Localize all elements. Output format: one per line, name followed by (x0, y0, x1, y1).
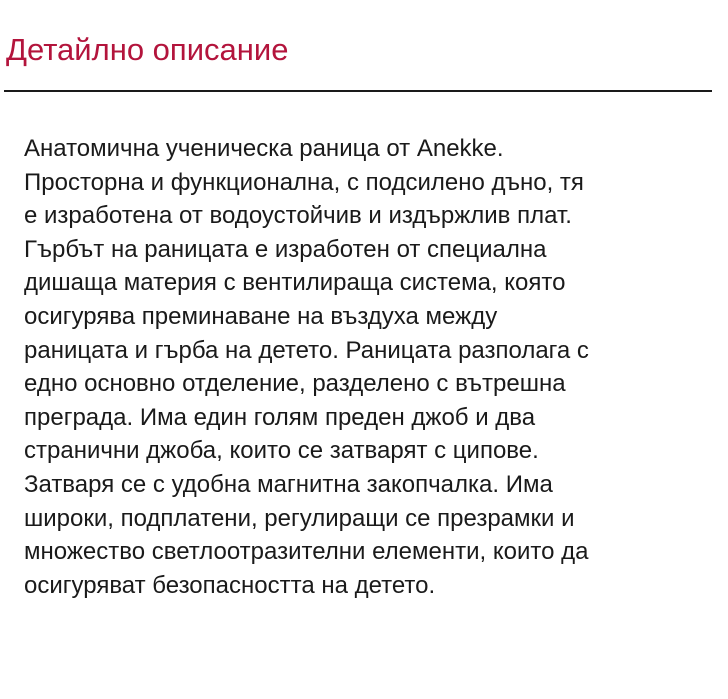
description-line: дишаща материя с вентилираща система, която (24, 269, 566, 297)
section-title: Детайлно описание (6, 32, 289, 67)
description-line: странични джоба, които се затварят с ципове. (24, 437, 539, 465)
description-line: осигурява преминаване на въздуха между (24, 302, 498, 330)
description-line: множество светлоотразителни елементи, които да (24, 538, 589, 566)
description-line: е изработена от водоустойчив и издържлив плат. (24, 202, 572, 230)
description-line: едно основно отделение, разделено с вътрешна (24, 370, 566, 398)
description-line: преграда. Има един голям преден джоб и два (24, 403, 536, 431)
description-line: Гърбът на раницата е изработен от специална (24, 235, 547, 263)
description-line: Просторна и функционална, с подсилено дъно, тя (24, 168, 584, 196)
description-line: раницата и гърба на детето. Раницата разполага с (24, 336, 589, 364)
description-line: Затваря се с удобна магнитна закопчалка. Има (24, 470, 553, 498)
title-divider (4, 90, 712, 92)
description-line: осигуряват безопасността на детето. (24, 571, 436, 599)
description-line: Анатомична ученическа раница от Anekke. (24, 135, 504, 162)
description-line: широки, подплатени, регулиращи се презрамки и (24, 504, 575, 532)
description-text (24, 132, 704, 602)
